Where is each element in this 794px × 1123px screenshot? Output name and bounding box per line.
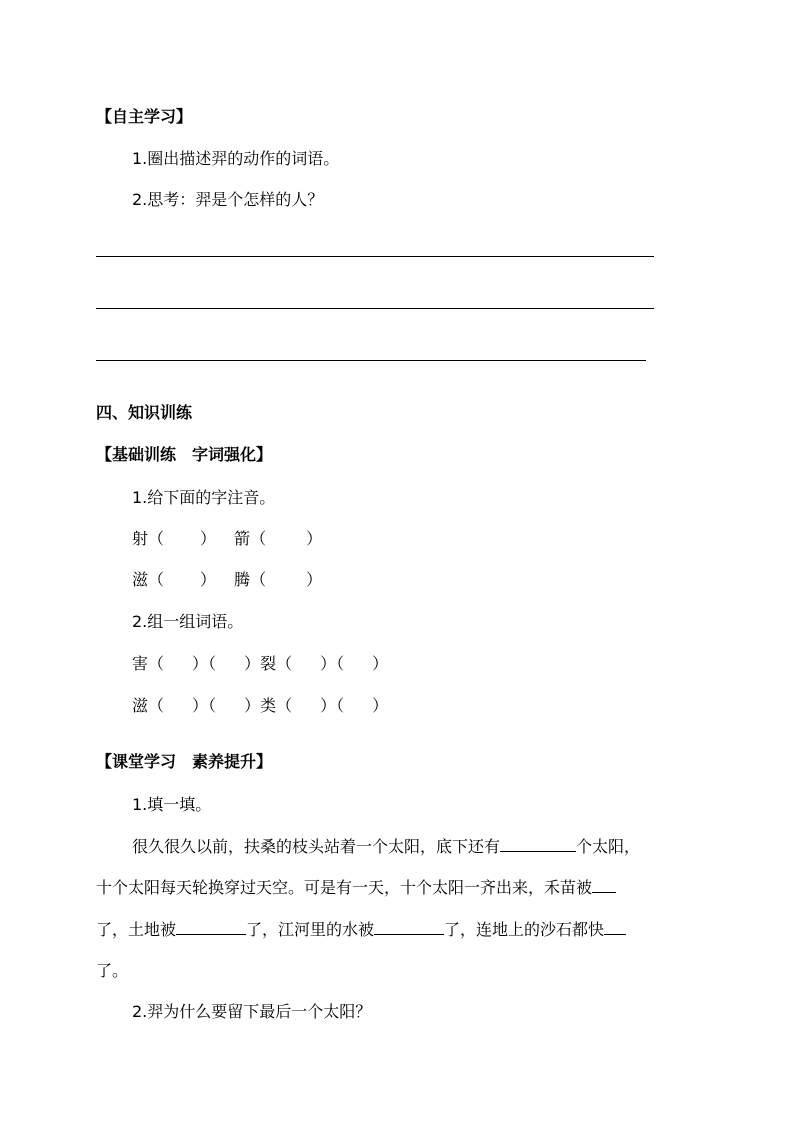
paragraph-text: 了。 (96, 961, 129, 980)
close-paren: ） (306, 570, 323, 589)
paragraph-text: 十个太阳每天轮换穿过天空。可是有一天，十个太阳一齐出来，禾苗被 (96, 878, 593, 897)
pinyin-char: 滋 (132, 570, 149, 589)
open-paren: （ (208, 654, 217, 673)
basic-question-2: 2.组一组词语。 (132, 612, 244, 631)
paragraph-text: 了，土地被 (96, 920, 177, 939)
open-paren: （ (336, 654, 345, 673)
open-paren: （ (276, 696, 293, 715)
open-paren: （ (250, 529, 267, 548)
section-four-heading: 四、知识训练 (96, 403, 193, 422)
basic-training-heading: 【基础训练 字词强化】 (96, 445, 273, 464)
word-group-row-2 (132, 695, 388, 717)
fill-paragraph-line-4 (96, 960, 128, 982)
close-paren: ） (306, 529, 323, 548)
open-paren: （ (208, 696, 217, 715)
paragraph-text: 了，江河里的水被 (246, 920, 375, 939)
close-paren: ） (372, 654, 389, 673)
class-question-2: 2.羿为什么要留下最后一个太阳？ (132, 1002, 372, 1021)
pinyin-char: 腾 (234, 570, 251, 589)
open-paren: （ (148, 529, 165, 548)
open-paren: （ (276, 654, 293, 673)
class-question-1: 1.填一填。 (132, 795, 212, 814)
open-paren: （ (148, 654, 165, 673)
word-group-row-1 (132, 653, 388, 675)
fill-paragraph-line-1 (132, 835, 640, 858)
fill-blank[interactable] (604, 918, 626, 935)
fill-blank[interactable] (500, 835, 576, 852)
pinyin-char: 射 (132, 529, 149, 548)
paragraph-text: 很久很久以前，扶桑的枝头站着一个太阳，底下还有 (132, 837, 501, 856)
group-char: 滋 (132, 696, 149, 715)
open-paren: （ (336, 696, 345, 715)
self-study-question-1: 1.圈出描述羿的动作的词语。 (132, 149, 340, 168)
open-paren: （ (148, 570, 165, 589)
close-paren: ） (200, 570, 217, 589)
answer-line[interactable] (96, 308, 654, 309)
class-study-heading: 【课堂学习 素养提升】 (96, 752, 273, 771)
close-paren: ） (200, 529, 217, 548)
close-paren: ） (244, 696, 261, 715)
close-paren: ） (192, 654, 209, 673)
close-paren: ） (372, 696, 389, 715)
self-study-heading: 【自主学习】 (96, 107, 193, 126)
fill-blank[interactable] (176, 918, 246, 935)
pinyin-char: 箭 (234, 529, 251, 548)
open-paren: （ (148, 696, 165, 715)
close-paren: ） (320, 654, 337, 673)
paragraph-text: 了，连地上的沙石都快 (444, 920, 605, 939)
close-paren: ） (192, 696, 209, 715)
close-paren: ） (244, 654, 261, 673)
open-paren: （ (250, 570, 267, 589)
paragraph-text: 个太阳， (576, 837, 641, 856)
group-char: 害 (132, 654, 149, 673)
pinyin-row-1 (132, 528, 322, 550)
pinyin-row-2 (132, 569, 322, 591)
fill-blank[interactable] (374, 918, 444, 935)
group-char: 裂 (260, 654, 277, 673)
group-char: 类 (260, 696, 277, 715)
fill-blank[interactable] (592, 876, 616, 893)
self-study-question-2: 2.思考：羿是个怎样的人？ (132, 190, 324, 209)
answer-line[interactable] (96, 360, 646, 361)
answer-line[interactable] (96, 256, 654, 257)
fill-paragraph-line-2 (96, 876, 616, 899)
basic-question-1: 1.给下面的字注音。 (132, 488, 276, 507)
fill-paragraph-line-3 (96, 918, 626, 941)
close-paren: ） (320, 696, 337, 715)
